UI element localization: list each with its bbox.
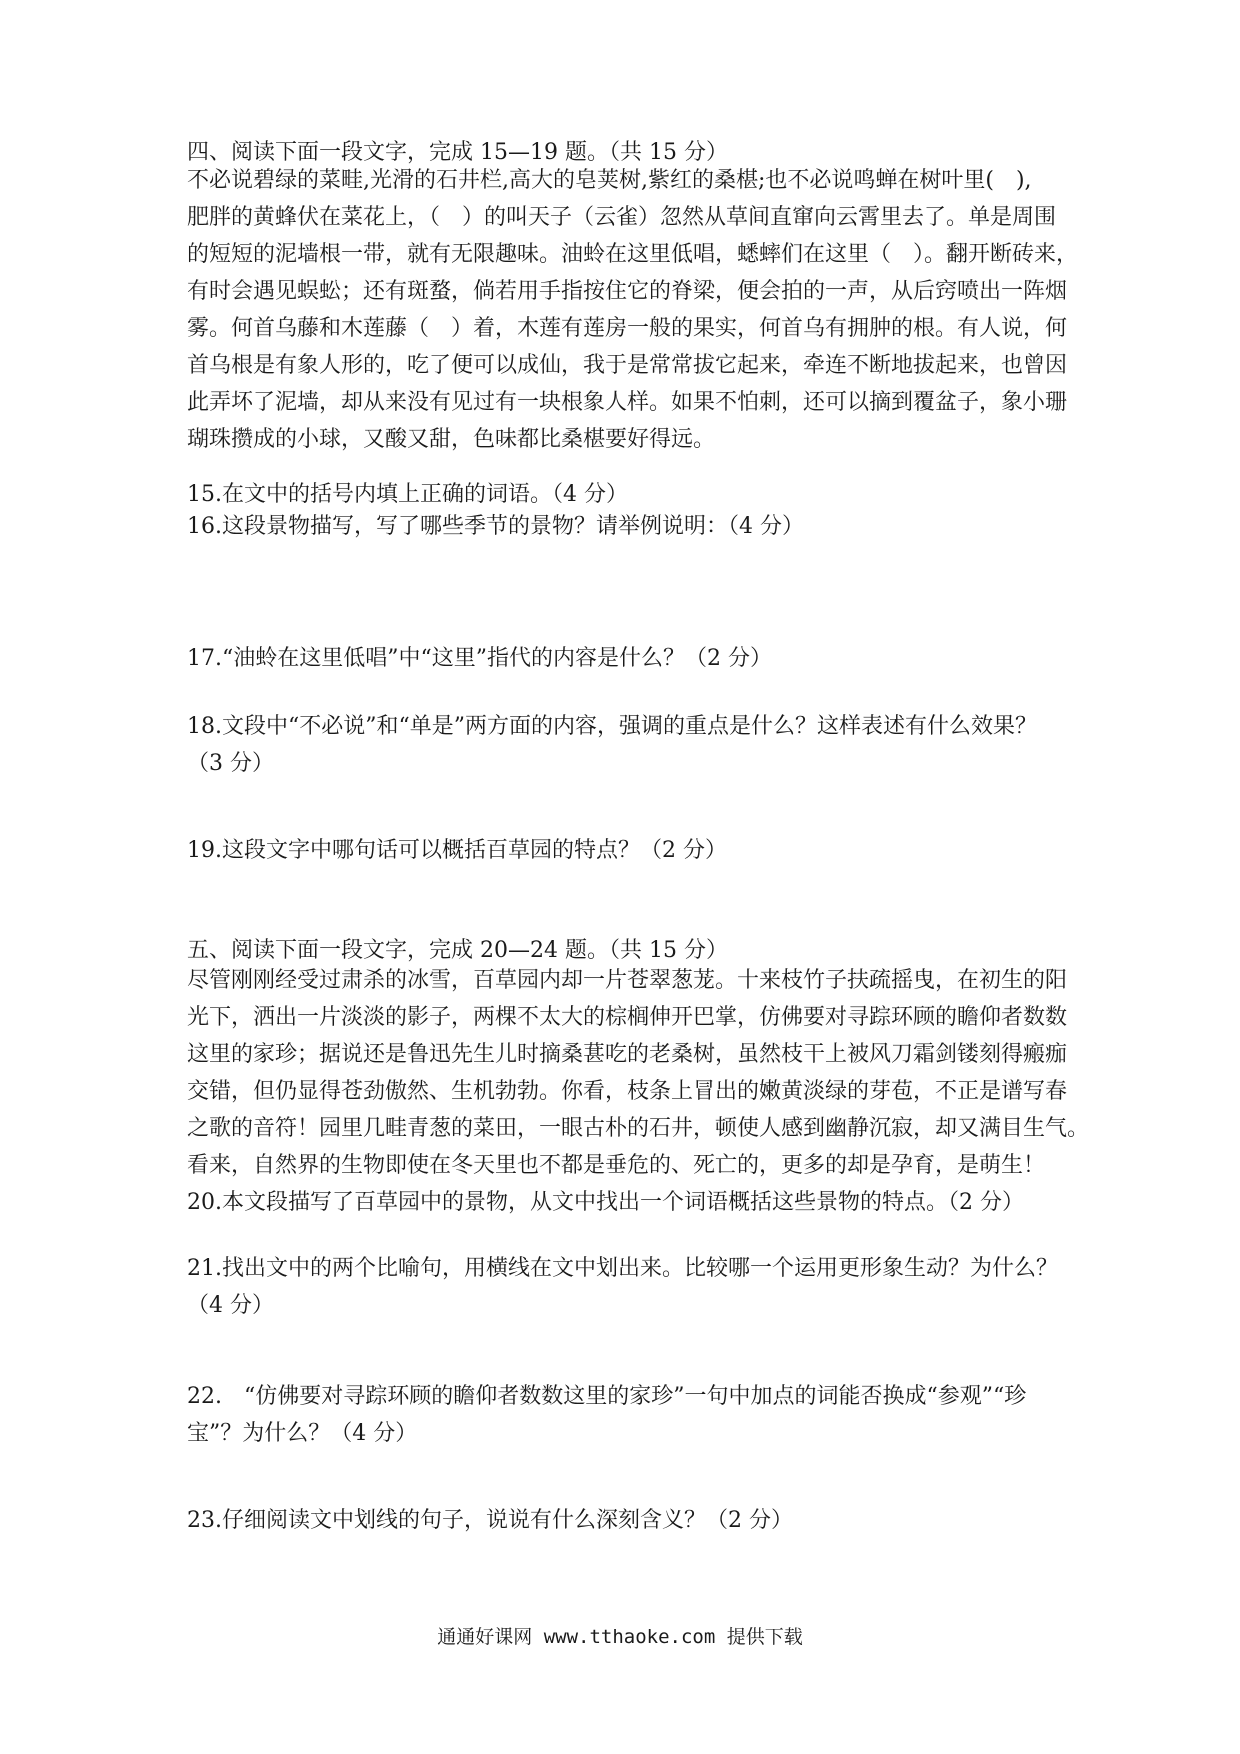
question-22: 22. “仿佛要对寻踪环顾的瞻仰者数数这里的家珍”一句中加点的词能否换成“参观”“珍 宝”？为什么？（4 分） [187, 1384, 1027, 1446]
section-4-heading: 四、阅读下面一段文字，完成 15—19 题。（共 15 分） [187, 140, 728, 165]
question-18: 18.文段中“不必说”和“单是”两方面的内容，强调的重点是什么？这样表述有什么效果？ （3 分） [187, 714, 1037, 776]
passage-line: 瑚珠攒成的小球，又酸又甜，色味都比桑椹要好得远。 [187, 427, 716, 452]
section-5-passage [187, 962, 1090, 1184]
passage-line: 尽管刚刚经受过肃杀的冰雪，百草园内却一片苍翠葱茏。十来枝竹子扶疏摇曳，在初生的阳 [187, 968, 1068, 993]
question-15: 15.在文中的括号内填上正确的词语。（4 分） [187, 482, 628, 507]
passage-line: 雾。何首乌藤和木莲藤（ ）着，木莲有莲房一般的果实，何首乌有拥肿的根。有人说，何 [187, 316, 1068, 341]
section-5-heading: 五、阅读下面一段文字，完成 20—24 题。（共 15 分） [187, 938, 728, 963]
passage-line: 肥胖的黄蜂伏在菜花上，（ ）的叫天子（云雀）忽然从草间直窜向云霄里去了。单是周围 [187, 205, 1057, 230]
passage-line: 之歌的音符！园里几畦青葱的菜田，一眼古朴的石井，顿使人感到幽静沉寂，却又满目生气。 [187, 1116, 1090, 1141]
passage-line: 看来，自然界的生物即使在冬天里也不都是垂危的、死亡的，更多的却是孕育，是萌生！ [187, 1153, 1046, 1178]
question-19: 19.这段文字中哪句话可以概括百草园的特点？（2 分） [187, 838, 727, 863]
section-4-passage [187, 162, 1079, 458]
passage-line: 交错，但仍显得苍劲傲然、生机勃勃。你看，枝条上冒出的嫩黄淡绿的芽苞，不正是谱写春 [187, 1079, 1068, 1104]
question-17: 17.“油蛉在这里低唱”中“这里”指代的内容是什么？（2 分） [187, 646, 772, 671]
passage-line: 的短短的泥墙根一带，就有无限趣味。油蛉在这里低唱，蟋蟀们在这里（ ）。翻开断砖来， [187, 242, 1079, 267]
passage-line: 光下，洒出一片淡淡的影子，两棵不太大的棕榈伸开巴掌，仿佛要对寻踪环顾的瞻仰者数数 [187, 1005, 1068, 1030]
question-20: 20.本文段描写了百草园中的景物，从文中找出一个词语概括这些景物的特点。（2 分） [187, 1190, 1024, 1215]
passage-line: 这里的家珍；据说还是鲁迅先生儿时摘桑葚吃的老桑树，虽然枝干上被风刀霜剑镂刻得瘢痂 [187, 1042, 1068, 1067]
passage-line: 不必说碧绿的菜畦,光滑的石井栏,高大的皂荚树,紫红的桑椹;也不必说鸣蝉在树叶里( ), [187, 168, 1032, 193]
question-23: 23.仔细阅读文中划线的句子，说说有什么深刻含义？（2 分） [187, 1508, 793, 1533]
question-16: 16.这段景物描写，写了哪些季节的景物？请举例说明：（4 分） [187, 514, 804, 539]
passage-line: 此弄坏了泥墙，却从来没有见过有一块根象人样。如果不怕刺，还可以摘到覆盆子，象小珊 [187, 390, 1068, 415]
page-footer: 通通好课网 www.tthaoke.com 提供下载 [437, 1626, 803, 1648]
passage-line: 有时会遇见蜈蚣；还有斑蝥，倘若用手指按住它的脊梁，便会拍的一声，从后窍喷出一阵烟 [187, 279, 1068, 304]
question-21: 21.找出文中的两个比喻句，用横线在文中划出来。比较哪一个运用更形象生动？为什么？ （4 分） [187, 1256, 1058, 1318]
passage-line: 首乌根是有象人形的，吃了便可以成仙，我于是常常拔它起来，牵连不断地拔起来，也曾因 [187, 353, 1068, 378]
